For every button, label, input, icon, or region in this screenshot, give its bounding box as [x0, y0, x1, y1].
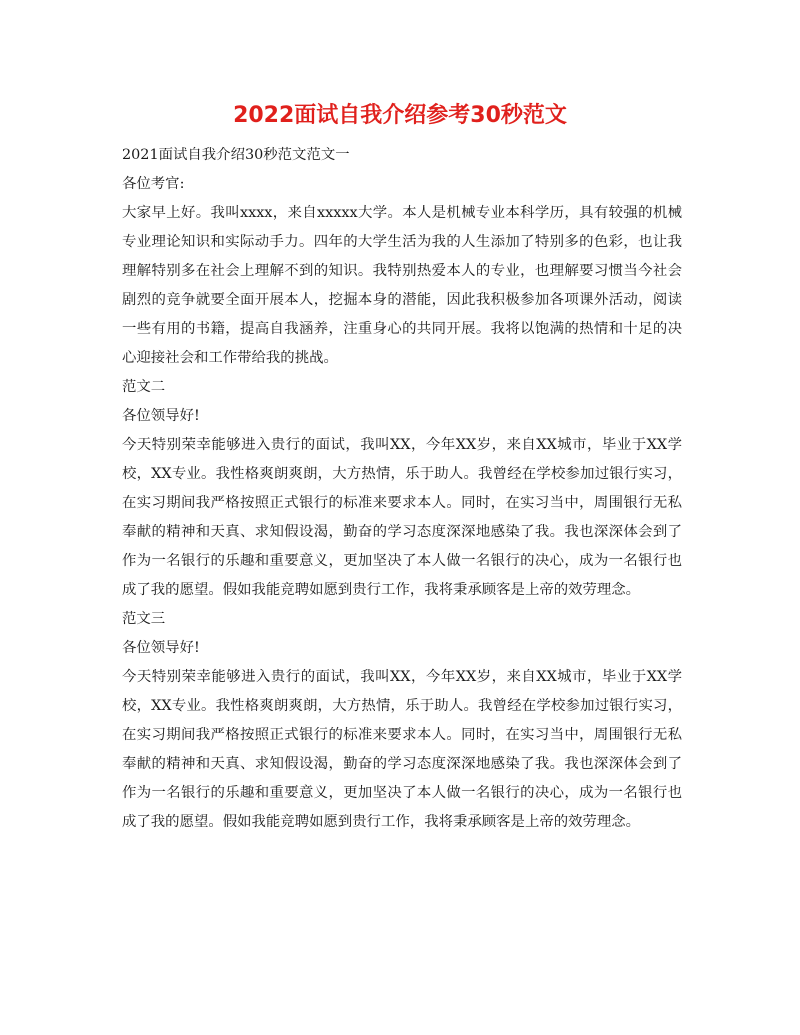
document-body — [122, 141, 682, 837]
salutation: 各位领导好! — [122, 640, 200, 656]
section-heading: 2021面试自我介绍30秒范文范文一 — [122, 147, 350, 163]
body-paragraph: 今天特别荣幸能够进入贵行的面试，我叫XX，今年XX岁，来自XX城市，毕业于XX学校，XX专业。我性格爽朗爽朗，大方热情，乐于助人。我曾经在学校参加过银行实习，在实习期间我严格按照正式银行的标准来要求本人。同时，在实习当中，周围银行无私奉献的精神和天真、求知假设渴，勤奋的学习态度深深地感染了我。我也深深体会到了作为一名银行的乐趣和重要意义，更加坚决了本人做一名银行的决心，成为一名银行也成了我的愿望。假如我能竞聘如愿到贵行工作，我将秉承顾客是上帝的效劳理念。 — [122, 437, 682, 598]
salutation: 各位领导好! — [122, 408, 200, 424]
body-paragraph: 今天特别荣幸能够进入贵行的面试，我叫XX，今年XX岁，来自XX城市，毕业于XX学校，XX专业。我性格爽朗爽朗，大方热情，乐于助人。我曾经在学校参加过银行实习，在实习期间我严格按照正式银行的标准来要求本人。同时，在实习当中，周围银行无私奉献的精神和天真、求知假设渴，勤奋的学习态度深深地感染了我。我也深深体会到了作为一名银行的乐趣和重要意义，更加坚决了本人做一名银行的决心，成为一名银行也成了我的愿望。假如我能竞聘如愿到贵行工作，我将秉承顾客是上帝的效劳理念。 — [122, 669, 682, 830]
body-paragraph: 大家早上好。我叫xxxx，来自xxxxx大学。本人是机械专业本科学历，具有较强的机械专业理论知识和实际动手力。四年的大学生活为我的人生添加了特别多的色彩，也让我理解特别多在社会上理解不到的知识。我特别热爱本人的专业，也理解要习惯当今社会剧烈的竞争就要全面开展本人，挖掘本身的潜能，因此我积极参加各项课外活动，阅读一些有用的书籍，提高自我涵养，注重身心的共同开展。我将以饱满的热情和十足的决心迎接社会和工作带给我的挑战。 — [122, 205, 682, 366]
document-title: 2022面试自我介绍参考30秒范文 — [233, 103, 567, 128]
salutation: 各位考官: — [122, 176, 185, 192]
section-heading: 范文二 — [122, 379, 166, 395]
section-heading: 范文三 — [122, 611, 166, 627]
